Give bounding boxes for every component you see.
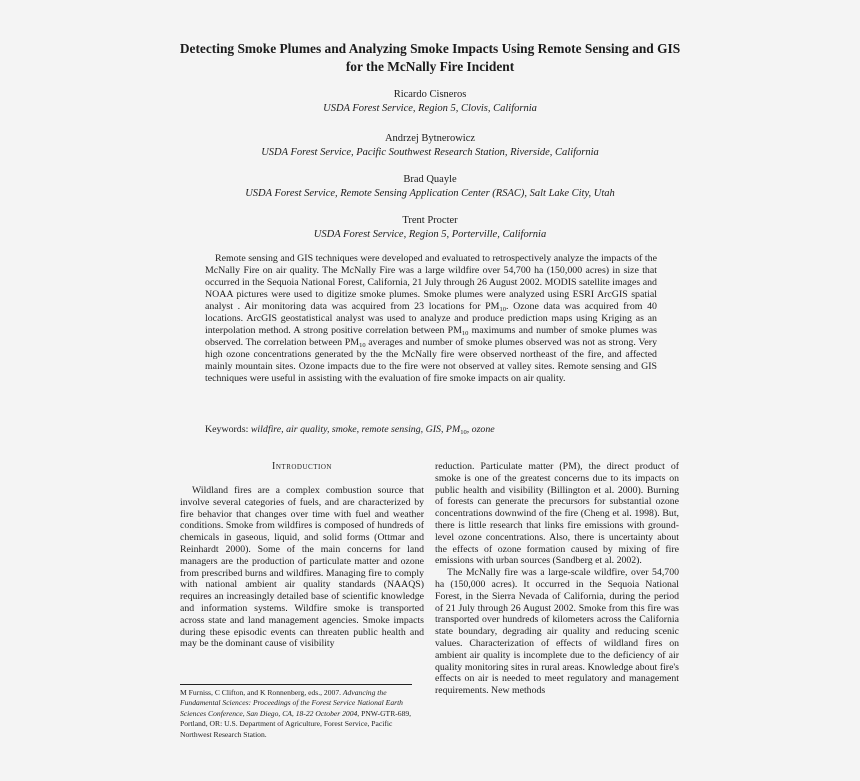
abstract-text: averages and number of smoke plumes observed was not as strong. Very high ozone concentrations generated by the the McNally fire were observed northeast of the fire, and affected mainly mountain sites. Ozone impacts due to the fire were not observed at valley sites. Remote sensing and GIS techniques were useful in assisting with the evaluation of fire smoke impacts on air quality.: [205, 337, 658, 384]
footnote-rule: [180, 684, 412, 685]
subscript: 10: [359, 342, 366, 349]
author-name: Andrzej Bytnerowicz: [384, 133, 476, 144]
subscript: 10: [461, 330, 469, 337]
section-heading-introduction: Introduction: [272, 461, 332, 472]
title-line-1: Detecting Smoke Plumes and Analyzing Smoke Impacts Using Remote Sensing and GIS: [179, 41, 681, 56]
author-affiliation: USDA Forest Service, Pacific Southwest Research Station, Riverside, California: [261, 147, 599, 158]
abstract-text: Remote sensing and GIS techniques were developed and evaluated to retrospectively analyze the impacts of the McNally Fire on air quality. The McNally Fire was a large wildfire over 54,700 ha (150,000 acres) in size that occurred in the Sequoia National Forest, California, 21 July through 26 August 2002. MODIS satellite images and NOAA pictures were used to digitize smoke plumes. Smoke plumes were analyzed using ESRI ArcGIS spatial analyst . Air monitoring data was acquired from 23 locations for PM: [205, 253, 657, 312]
author-block-2: [200, 132, 660, 160]
author-affiliation: USDA Forest Service, Region 5, Clovis, California: [323, 103, 537, 114]
paper-title: [150, 40, 710, 76]
keywords-terms: wildfire, air quality, smoke, remote sensing, GIS, PM: [250, 424, 461, 435]
author-affiliation: USDA Forest Service, Region 5, Porterville, California: [313, 229, 547, 240]
body-paragraph: Wildland fires are a complex combustion source that involve several categories of fuels, and are characterized by fire behavior that changes over time with fuel and weather conditions. Smoke from wildfires is composed of hundreds of chemicals in gaseous, liquid, and solid forms (Ottmar and Reinhardt 2000). Some of the main concerns for land managers are the production of particulate matter and ozone from prescribed burns and wildfires. Managing fire to comply with national ambient air quality standards (NAAQS) requires an increasingly detailed base of scientific knowledge and information systems. Wildfire smoke is transported across state and land management agencies. Smoke impacts during these episodic events can threaten public health and may be the dominant cause of visibility: [180, 485, 424, 650]
abstract: [205, 253, 657, 385]
subscript: 10: [499, 306, 506, 313]
keywords-tail: , ozone: [466, 424, 495, 435]
title-line-2: for the McNally Fire Incident: [345, 59, 515, 74]
author-block-1: [200, 88, 660, 116]
right-column: [435, 461, 679, 697]
keywords: [205, 424, 657, 435]
abstract-text: maximums and number of smoke plumes was observed. The correlation between PM: [205, 325, 657, 348]
subscript: 10: [460, 429, 467, 436]
author-name: Brad Quayle: [403, 174, 457, 185]
author-name: Trent Procter: [402, 215, 458, 226]
body-paragraph: The McNally fire was a large-scale wildfire, over 54,700 ha (150,000 acres). It occurred in the Sequoia National Forest, in the Sierra Nevada of California, during the period of 21 July through 26 August 2002. Smoke from this fire was transported over hundreds of kilometers across the California state boundary, degrading air quality and reducing scenic values. Characterization of effects of wildland fires on ambient air quality is incomplete due to the deficiency of air quality monitoring sites in rural areas. Knowledge about fire's effects on air is needed to meet regulatory and management requirements. New methods: [435, 567, 679, 697]
author-block-3: [200, 173, 660, 201]
body-paragraph: reduction. Particulate matter (PM), the direct product of smoke is one of the greatest concerns due to its impacts on public health and visibility (Billington et al. 2000). Burning of forests can generate the precursors for substantial ozone concentrations downwind of the fire (Cheng et al. 1998). But, there is little research that links fire emissions with ground-level ozone concentrations. Also, there is uncertainty about the effects of ozone formation caused by mixing of fire emissions with urban sources (Sandberg et al. 2002).: [435, 461, 679, 567]
footnote-tail: , PNW-GTR-689, Portland, OR: U.S. Department of Agriculture, Forest Service, Pacific Northwest Research Station.: [180, 708, 412, 739]
footnote-italic: Advancing the Fundamental Sciences: Proceedings of the Forest Service National Earth Sciences Conference, San Diego, CA, 18-22 October 2004: [180, 688, 403, 718]
author-block-4: [200, 214, 660, 242]
abstract-text: . Ozone data was acquired from 40 locations. ArcGIS geostatistical analyst was used to analyze and produce prediction maps using Kriging as an interpolation method. A strong positive correlation between PM: [205, 301, 657, 336]
left-column: [180, 461, 424, 650]
footnote-lead: M Furniss, C Clifton, and K Ronnenberg, eds., 2007.: [180, 688, 343, 697]
footnote: [180, 688, 412, 740]
keywords-label: Keywords:: [205, 424, 249, 435]
author-affiliation: USDA Forest Service, Remote Sensing Application Center (RSAC), Salt Lake City, Utah: [245, 188, 615, 199]
author-name: Ricardo Cisneros: [393, 89, 467, 100]
